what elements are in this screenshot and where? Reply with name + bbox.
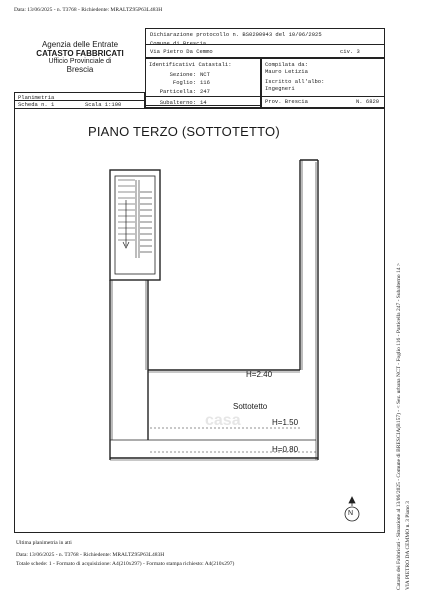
address-via: Via Pietro Da Cemmo — [150, 48, 213, 55]
agency-name: Agenzia delle Entrate — [41, 40, 119, 49]
declaration-protocol: Dichiarazione protocollo n. BS0200943 del 10/06/2025 — [150, 31, 322, 38]
compiler-albo: Ingegneri — [265, 85, 295, 92]
declaration-comune: Comune di Brescia — [150, 40, 207, 47]
sezione-value: NCT — [200, 71, 210, 78]
right-wall — [300, 160, 318, 460]
sezione-label: Sezione: — [169, 71, 196, 78]
stairwell — [110, 170, 160, 280]
floor-title: PIANO TERZO (SOTTOTETTO) — [88, 124, 280, 139]
subalterno-value: 14 — [200, 99, 207, 106]
corridor-walls — [110, 280, 148, 440]
ufficio-label: Ufficio Provinciale di — [48, 58, 112, 65]
height-label-240: H=2.40 — [246, 370, 273, 379]
particella-label: Particella: — [159, 88, 196, 95]
side-stamp-line1: Catasto dei Fabbricati - Situazione al 13/06/2025 - Comune di BRESCIA(B157) - < Sez. urbana NCT - Foglio 116 - Particella 247 - Subalterno 14 > — [396, 263, 402, 590]
compiler-name: Mauro Letizia — [265, 68, 308, 75]
planimetria-label: Planimetria — [18, 94, 55, 101]
foglio-value: 116 — [200, 79, 210, 86]
watermark: casa — [205, 412, 241, 429]
footer-line3: Totale schede: 1 - Formato di acquisizione: A4(210x297) - Formato stampa richiesto: A4(210x297) — [16, 561, 235, 567]
top-header: Data: 13/06/2025 - n. T3768 - Richiedente: MRALTZ95P63L483H — [14, 7, 163, 13]
compiler-iscritto: Iscritto all'albo: — [265, 78, 325, 85]
subalterno-label: Subalterno: — [159, 99, 196, 106]
identifiers-title: Identificativi Catastali: — [149, 61, 232, 68]
scala-label: Scala 1:100 — [85, 101, 122, 108]
scheda-label: Scheda n. 1 — [18, 101, 55, 108]
compiler-prov: Prov. Brescia — [265, 98, 308, 105]
foglio-label: Foglio: — [172, 79, 196, 86]
side-stamp-line2: VIA PIETRO DA CEMMO n. 3 Piano 3 — [405, 501, 411, 590]
height-label-150: H=1.50 — [272, 418, 299, 427]
north-label: N — [348, 510, 354, 517]
north-compass — [345, 497, 359, 521]
catasto-title: CATASTO FABBRICATI — [36, 49, 124, 58]
particella-value: 247 — [200, 88, 210, 95]
footer-line2: Data: 13/06/2025 - n. T3768 - Richiedente: MRALTZ95P63L483H — [16, 552, 165, 558]
room-name: Sottotetto — [233, 402, 268, 411]
compiler-num: N. 6820 — [356, 98, 380, 105]
compiler-title: Compilata da: — [265, 61, 308, 68]
ufficio-city: Brescia — [66, 65, 94, 74]
address-civ: civ. 3 — [340, 48, 360, 55]
height-label-080: H=0.80 — [272, 445, 299, 454]
footer-line1: Ultima planimetria in atti — [16, 540, 72, 546]
